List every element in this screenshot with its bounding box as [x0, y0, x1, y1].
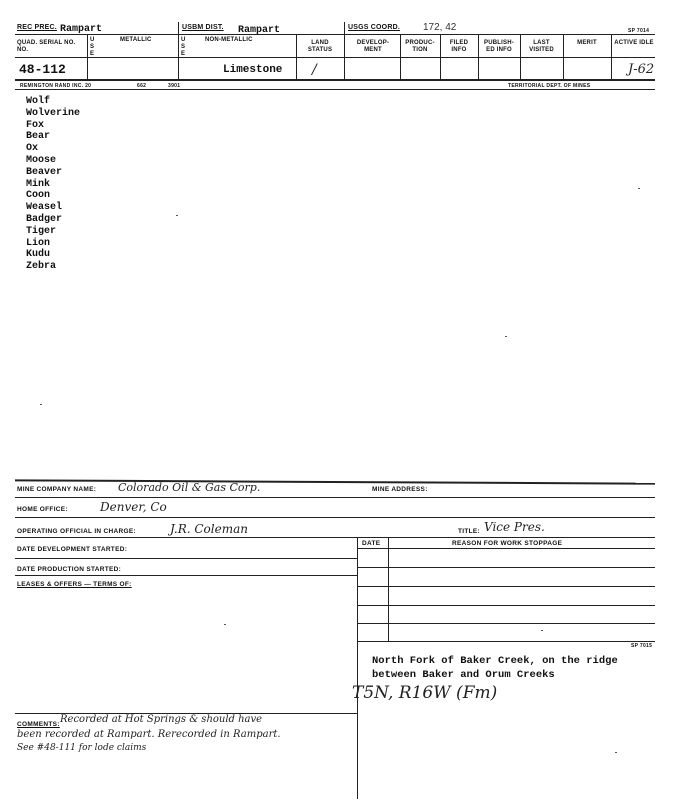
rule [520, 34, 521, 80]
list-item: Badger [26, 213, 63, 225]
list-item: Tiger [26, 225, 57, 237]
rule [296, 34, 297, 80]
leases-offers-label: LEASES & OFFERS — TERMS OF: [17, 581, 132, 588]
mine-address-label: MINE ADDRESS: [372, 486, 428, 493]
printer-imprint: REMINGTON RAND INC. 20 [20, 83, 92, 89]
form-code-2: 3901 [168, 83, 181, 89]
home-office-value: Denver, Co [100, 500, 167, 514]
non-metallic-value: Limestone [223, 64, 283, 76]
scan-speck [615, 752, 617, 753]
quad-serial-value: 48-112 [19, 62, 66, 77]
rule [15, 558, 357, 559]
home-office-label: HOME OFFICE: [17, 506, 68, 513]
operating-official-value: J.R. Coleman [170, 522, 248, 536]
list-item: Ox [26, 143, 39, 155]
date-production-started-label: DATE PRODUCTION STARTED: [17, 566, 122, 573]
rule [357, 548, 655, 549]
rule [563, 34, 564, 80]
list-item: Fox [26, 119, 45, 131]
published-info-label: PUBLISH- ED INFO [484, 40, 514, 53]
date-development-started-label: DATE DEVELOPMENT STARTED: [17, 546, 128, 553]
rec-prec-label: REC PREC. [17, 24, 57, 31]
operating-official-label: OPERATING OFFICIAL IN CHARGE: [17, 528, 136, 535]
list-item: Bear [26, 131, 51, 143]
rule [15, 479, 655, 484]
title-label: TITLE: [458, 528, 481, 535]
rec-prec-value: Rampart [60, 24, 103, 35]
active-idle-label: ACTIVE IDLE [614, 40, 654, 46]
land-status-label: LAND STATUS [307, 40, 333, 53]
list-item: Wolverine [26, 107, 81, 119]
mine-company-name-label: MINE COMPANY NAME: [17, 486, 97, 493]
comments-line3: See #48-111 for lode claims [17, 743, 147, 753]
scan-speck [541, 630, 543, 631]
use-code-1: U S E [90, 37, 95, 57]
usgs-coord-label: USGS COORD. [348, 24, 400, 31]
comments-label: COMMENTS: [17, 721, 60, 728]
rule [15, 79, 655, 81]
usbm-dist-label: USBM DIST. [182, 24, 224, 31]
quad-serial-label: QUAD. SERIAL NO. NO. [17, 40, 76, 53]
mine-company-name-value: Colorado Oil & Gas Corp. [118, 481, 261, 494]
list-item: Weasel [26, 202, 63, 214]
rule [15, 34, 655, 35]
title-value: Vice Pres. [484, 520, 545, 534]
list-item: Kudu [26, 249, 51, 261]
date-column-header: DATE [362, 540, 381, 547]
last-visited-label: LAST VISITED [529, 40, 554, 53]
use-code-2: U S E [181, 37, 186, 57]
rule [357, 641, 655, 642]
form-code-1: 662 [137, 83, 147, 89]
active-idle-value: J-62 [628, 62, 655, 77]
rule [15, 537, 655, 538]
rule [357, 586, 655, 587]
list-item: Coon [26, 190, 51, 202]
list-item: Zebra [26, 261, 57, 273]
development-label: DEVELOP- MENT [356, 40, 390, 53]
land-status-value: / [312, 62, 317, 78]
form-number-bottom: SP 7015 [631, 643, 653, 649]
location-description-line2: between Baker and Orum Creeks [372, 669, 555, 681]
comments-line1: Recorded at Hot Springs & should have [60, 714, 263, 725]
claim-names-list [26, 96, 80, 273]
non-metallic-label: NON-METALLIC [205, 37, 253, 43]
usgs-coord-value: 172, 42 [423, 22, 457, 33]
scan-speck [224, 624, 226, 625]
rule [357, 567, 655, 568]
rule [87, 34, 88, 80]
rule [15, 89, 655, 90]
scan-speck [40, 404, 42, 405]
rule [400, 34, 401, 80]
form-number-top: SP 7014 [628, 28, 650, 34]
rule [357, 623, 655, 624]
list-item: Beaver [26, 166, 63, 178]
township-range-value: T5N, R16W (Fm) [352, 683, 498, 703]
rule [178, 22, 179, 80]
rule [15, 497, 655, 498]
filed-info-label: FILED INFO [449, 40, 469, 53]
list-item: Mink [26, 178, 51, 190]
usbm-dist-value: Rampart [238, 25, 281, 36]
metallic-label: METALLIC [120, 37, 152, 43]
rule [344, 22, 345, 80]
rule [611, 34, 612, 80]
rule [478, 34, 479, 80]
scan-speck [638, 188, 640, 189]
scan-speck [176, 215, 178, 216]
list-item: Wolf [26, 96, 51, 107]
location-description-line1: North Fork of Baker Creek, on the ridge [372, 655, 618, 667]
rule [388, 537, 389, 642]
rule [15, 575, 357, 576]
list-item: Lion [26, 237, 51, 249]
list-item: Moose [26, 154, 57, 166]
rule [357, 605, 655, 606]
comments-line2: been recorded at Rampart. Rerecorded in Rampart. [17, 729, 281, 740]
agency-imprint: TERRITORIAL DEPT. OF MINES [508, 83, 591, 89]
rule [15, 517, 655, 518]
merit-label: MERIT [577, 40, 597, 46]
rule [15, 57, 655, 58]
production-label: PRODUC- TION [405, 40, 435, 53]
rule [357, 537, 358, 799]
scan-speck [505, 336, 507, 337]
reason-column-header: REASON FOR WORK STOPPAGE [452, 540, 563, 547]
rule [440, 34, 441, 80]
